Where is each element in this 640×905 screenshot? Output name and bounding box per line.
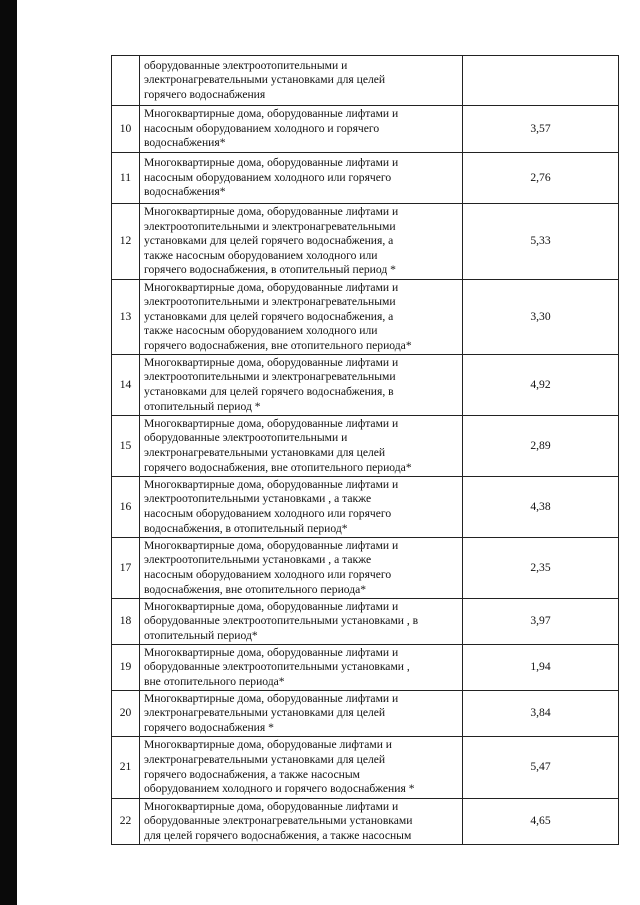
row-description: Многоквартирные дома, оборудованные лифтами и насосным оборудованием холодного или горячего водоснабжения*	[140, 153, 463, 204]
row-number: 12	[112, 204, 140, 280]
row-value: 2,76	[463, 153, 619, 204]
row-number: 20	[112, 691, 140, 737]
row-value: 3,97	[463, 599, 619, 645]
row-description: Многоквартирные дома, оборудованные лифтами и оборудованные электроотопительными установками , в отопительный период*	[140, 599, 463, 645]
scan-edge	[0, 0, 17, 905]
table-row	[112, 56, 619, 106]
row-value: 4,65	[463, 799, 619, 845]
row-description: Многоквартирные дома, оборудованные лифтами и электроотопительными и электронагревательными установками для целей горячего водоснабжения, а также насосным оборудованием холодного или горячего водоснабжения, в отопительный период *	[140, 204, 463, 280]
row-number: 19	[112, 645, 140, 691]
row-description: Многоквартирные дома, оборудованные лифтами и электроотопительными установками , а также насосным оборудованием холодного или горячего водоснабжения, вне отопительного периода*	[140, 538, 463, 599]
row-description: Многоквартирные дома, оборудованные лифтами и насосным оборудованием холодного и горячего водоснабжения*	[140, 106, 463, 153]
row-value: 3,57	[463, 106, 619, 153]
row-value: 1,94	[463, 645, 619, 691]
table-row	[112, 153, 619, 204]
row-value: 5,33	[463, 204, 619, 280]
row-description: Многоквартирные дома, оборудованые лифтами и электронагревательными установками для целей горячего водоснабжения, а также насосным оборудованием холодного и горячего водоснабжения *	[140, 737, 463, 799]
table-row	[112, 737, 619, 799]
row-value: 2,35	[463, 538, 619, 599]
row-value: 4,38	[463, 477, 619, 538]
row-value: 2,89	[463, 416, 619, 477]
row-number: 10	[112, 106, 140, 153]
row-number: 14	[112, 355, 140, 416]
table-row	[112, 691, 619, 737]
row-value: 4,92	[463, 355, 619, 416]
row-number: 15	[112, 416, 140, 477]
table-row	[112, 106, 619, 153]
row-description: Многоквартирные дома, оборудованные лифтами и электроотопительными установками , а также насосным оборудованием холодного или горячего водоснабжения, в отопительный период*	[140, 477, 463, 538]
row-description: Многоквартирные дома, оборудованные лифтами и электроотопительными и электронагревательными установками для целей горячего водоснабжения, а также насосным оборудованием холодного или горячего водоснабжения, вне отопительного периода*	[140, 280, 463, 355]
row-number	[112, 56, 140, 106]
row-number: 18	[112, 599, 140, 645]
row-value: 3,84	[463, 691, 619, 737]
table-row	[112, 645, 619, 691]
table-row	[112, 799, 619, 845]
row-value	[463, 56, 619, 106]
table-row	[112, 477, 619, 538]
table-row	[112, 538, 619, 599]
row-number: 11	[112, 153, 140, 204]
row-description: Многоквартирные дома, оборудованные лифтами и оборудованные электроотопительными и электронагревательными установками для целей горячего водоснабжения, вне отопительного периода*	[140, 416, 463, 477]
tariff-table	[111, 55, 619, 845]
row-description: Многоквартирные дома, оборудованные лифтами и электронагревательными установками для целей горячего водоснабжения *	[140, 691, 463, 737]
row-description: Многоквартирные дома, оборудованные лифтами и оборудованные электроотопительными установками , вне отопительного периода*	[140, 645, 463, 691]
row-number: 22	[112, 799, 140, 845]
row-number: 16	[112, 477, 140, 538]
row-number: 13	[112, 280, 140, 355]
row-value: 5,47	[463, 737, 619, 799]
row-description: Многоквартирные дома, оборудованные лифтами и оборудованные электронагревательными установками для целей горячего водоснабжения, а также насосным	[140, 799, 463, 845]
row-number: 21	[112, 737, 140, 799]
row-description: Многоквартирные дома, оборудованные лифтами и электроотопительными и электронагревательными установками для целей горячего водоснабжения, в отопительный период *	[140, 355, 463, 416]
table-row	[112, 416, 619, 477]
row-number: 17	[112, 538, 140, 599]
table-row	[112, 204, 619, 280]
table-row	[112, 355, 619, 416]
table-row	[112, 280, 619, 355]
row-description: оборудованные электроотопительными и электронагревательными установками для целей горячего водоснабжения	[140, 56, 463, 106]
row-value: 3,30	[463, 280, 619, 355]
table-row	[112, 599, 619, 645]
